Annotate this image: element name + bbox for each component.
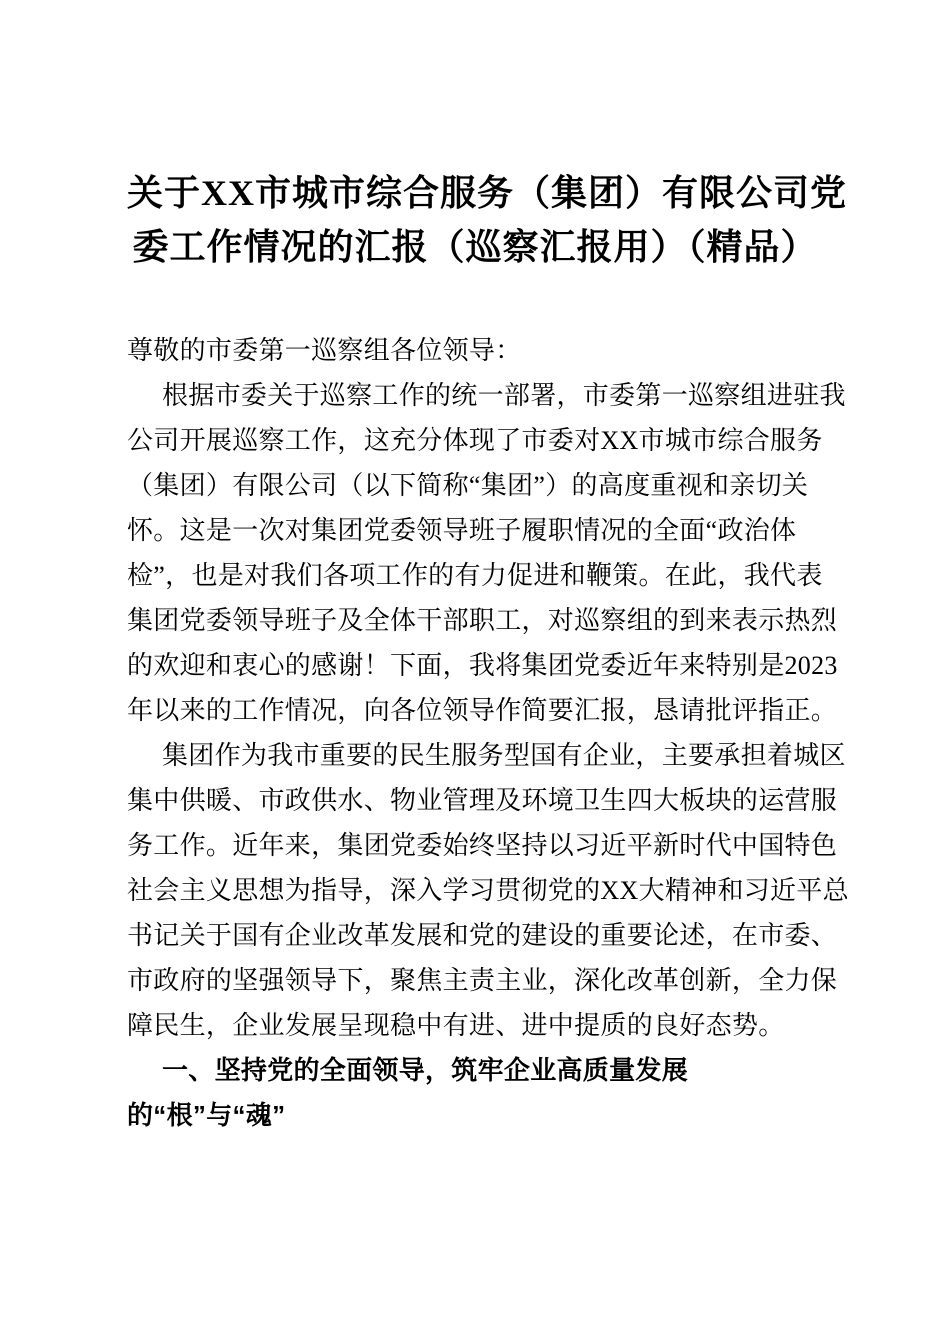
title-line: 关于XX市城市综合服务（集团）有限公司党 [127, 173, 847, 213]
body-line: 集团作为我市重要的民生服务型国有企业，主要承担着城区 [162, 741, 846, 770]
body-line: 根据市委关于巡察工作的统一部署，市委第一巡察组进驻我 [162, 381, 846, 410]
body-line: 怀。这是一次对集团党委领导班子履职情况的全面“政治体 [127, 516, 797, 545]
body-line: 书记关于国有企业改革发展和党的建设的重要论述，在市委、 [127, 921, 838, 950]
body-line: 集中供暖、市政供水、物业管理及环境卫生四大板块的运营服 [127, 786, 838, 815]
title-line: 委工作情况的汇报（巡察汇报用）（精品） [132, 227, 818, 267]
body-line: 公司开展巡察工作，这充分体现了市委对XX市城市综合服务 [127, 426, 823, 455]
body-line: 障民生，企业发展呈现稳中有进、进中提质的良好态势。 [127, 1011, 785, 1040]
body-line: 年以来的工作情况，向各位领导作简要汇报，恳请批评指正。 [127, 696, 838, 725]
body-line: 市政府的坚强领导下，聚焦主责主业，深化改革创新，全力保 [127, 966, 838, 995]
body-line: 务工作。近年来，集团党委始终坚持以习近平新时代中国特色 [127, 831, 838, 860]
body-line: （集团）有限公司（以下简称“集团”）的高度重视和亲切关 [127, 471, 809, 500]
salutation-line: 尊敬的市委第一巡察组各位领导： [127, 336, 522, 365]
body-line: 的欢迎和衷心的感谢！下面，我将集团党委近年来特别是2023 [127, 651, 838, 680]
section-heading-line: 一、坚持党的全面领导，筑牢企业高质量发展 [162, 1055, 689, 1085]
body-line: 社会主义思想为指导，深入学习贯彻党的XX大精神和习近平总 [127, 876, 849, 905]
section-heading-line: 的“根”与“魂” [127, 1100, 286, 1130]
document-title [127, 166, 847, 274]
document-body [127, 328, 849, 1138]
body-line: 检”，也是对我们各项工作的有力促进和鞭策。在此，我代表 [127, 561, 823, 590]
body-line: 集团党委领导班子及全体干部职工，对巡察组的到来表示热烈 [127, 606, 838, 635]
